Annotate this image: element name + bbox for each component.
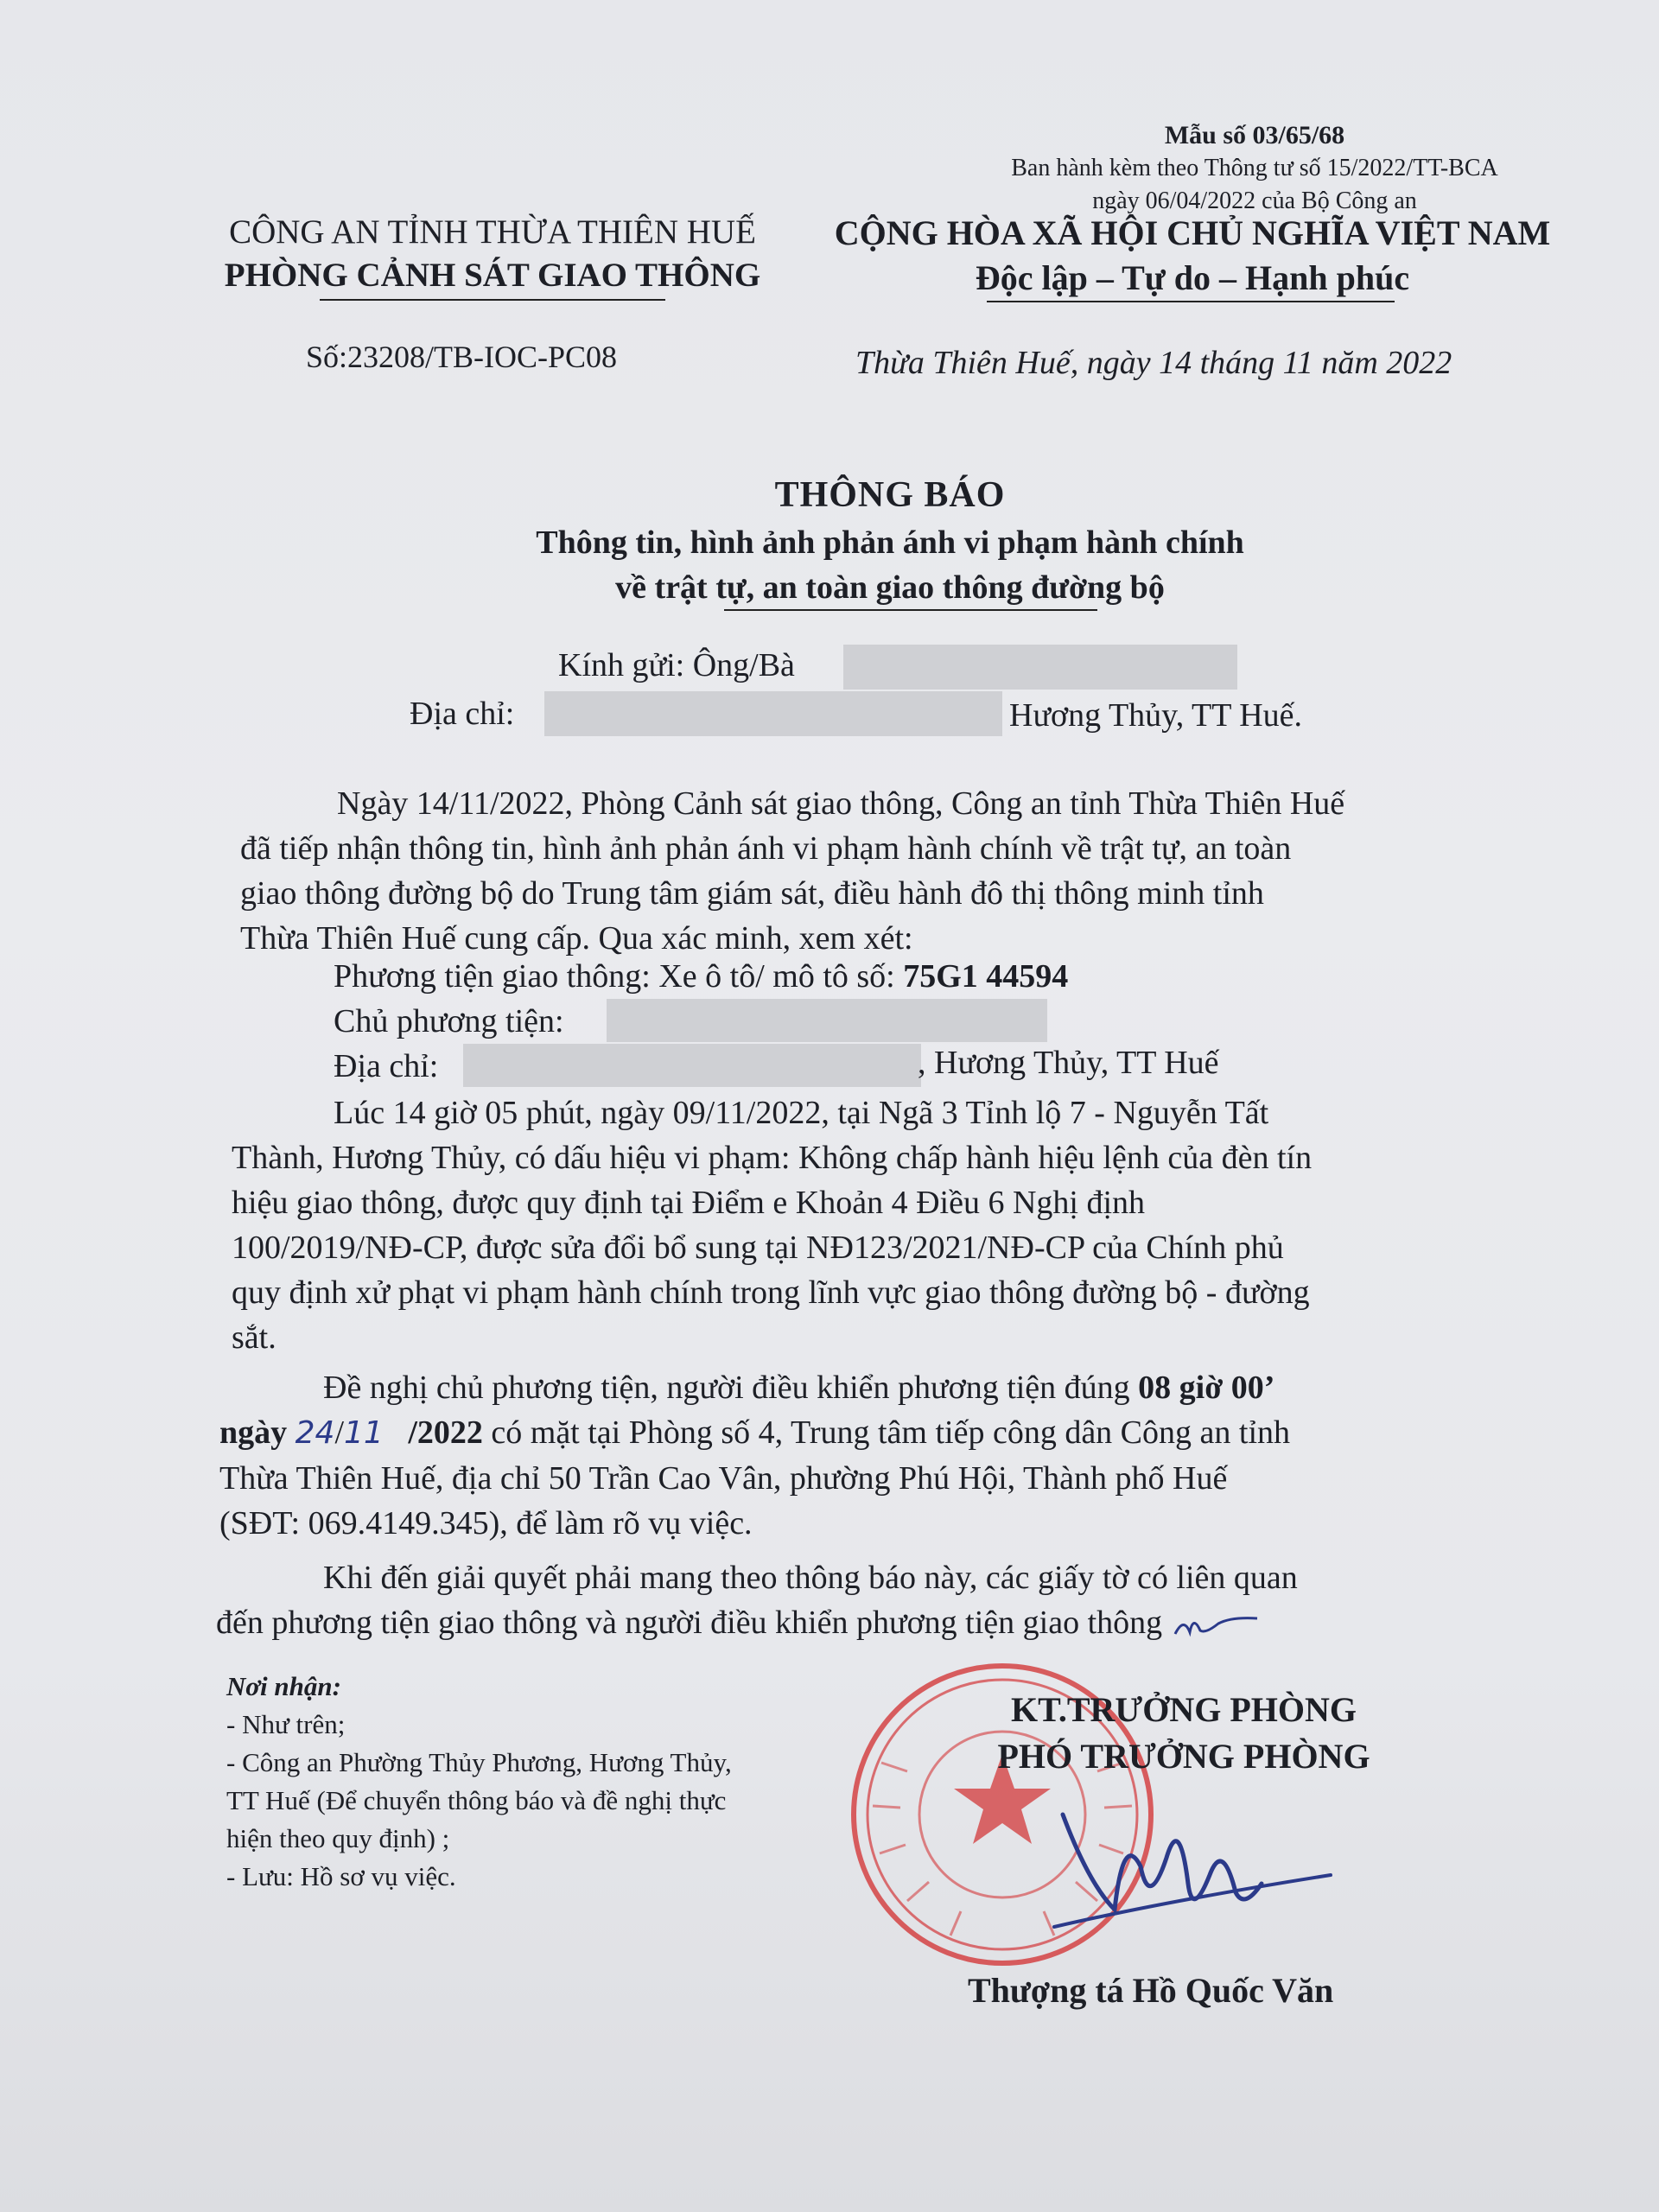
title-sub-1: Thông tin, hình ảnh phản ánh vi phạm hành chính [536, 524, 1244, 561]
redacted-owner [607, 999, 1047, 1042]
summons-time: 08 giờ 00’ [1138, 1370, 1275, 1406]
distribution-item: - Như trên; [226, 1709, 346, 1739]
violation-line: quy định xử phạt vi phạm hành chính trong lĩnh vực giao thông đường bộ - đường [232, 1274, 1310, 1311]
summons-line-1 [219, 1365, 1541, 1410]
document-title [328, 470, 1452, 610]
intro-line: Ngày 14/11/2022, Phòng Cảnh sát giao thông, Công an tỉnh Thừa Thiên Huế [337, 785, 1345, 822]
date-separator: / [334, 1414, 345, 1451]
issuer-header [199, 211, 786, 297]
license-plate: 75G1 44594 [903, 958, 1069, 995]
signature-title-line-2: PHÓ TRƯỞNG PHÒNG [997, 1737, 1370, 1776]
owner-address-tail: , Hương Thủy, TT Huế [918, 1045, 1219, 1081]
national-header [795, 211, 1590, 301]
requirements-line: Khi đến giải quyết phải mang theo thông báo này, các giấy tờ có liên quan [323, 1560, 1298, 1596]
summons-line-3: Thừa Thiên Huế, địa chỉ 50 Trần Cao Vân, phường Phú Hội, Thành phố Huế [219, 1460, 1228, 1497]
violation-line: 100/2019/NĐ-CP, được sửa đổi bổ sung tại NĐ123/2021/NĐ-CP của Chính phủ [232, 1230, 1284, 1266]
summons-day-label: ngày [219, 1414, 288, 1451]
redacted-name [843, 645, 1237, 690]
recipient-salutation: Kính gửi: Ông/Bà [558, 647, 795, 683]
signer-name: Thượng tá Hồ Quốc Văn [968, 1971, 1334, 2010]
form-issued-date: ngày 06/04/2022 của Bộ Công an [1092, 188, 1417, 214]
vehicle-label: Phương tiện giao thông: Xe ô tô/ mô tô số: [334, 958, 895, 995]
summons-year: /2022 [408, 1414, 483, 1451]
initials-mark-icon [1171, 1608, 1266, 1643]
summons-line-4: (SĐT: 069.4149.345), để làm rõ vụ việc. [219, 1505, 753, 1541]
title-sub-2: về trật tự, an toàn giao thông đường bộ [615, 569, 1165, 606]
distribution-item: - Công an Phường Thủy Phương, Hương Thủy, [226, 1747, 732, 1777]
violation-line: Thành, Hương Thủy, có dấu hiệu vi phạm: Không chấp hành hiệu lệnh của đèn tín [232, 1140, 1313, 1176]
signature-title [959, 1687, 1408, 1780]
requirements-line [216, 1600, 1538, 1645]
violation-line: Lúc 14 giờ 05 phút, ngày 09/11/2022, tại Ngã 3 Tỉnh lộ 7 - Nguyễn Tất [334, 1095, 1269, 1131]
summons-text: Đề nghị chủ phương tiện, người điều khiển phương tiện đúng [323, 1370, 1130, 1406]
issuer-line-2: PHÒNG CẢNH SÁT GIAO THÔNG [224, 257, 761, 294]
intro-line: giao thông đường bộ do Trung tâm giám sát, điều hành đô thị thông minh tỉnh [240, 875, 1264, 912]
owner-label: Chủ phương tiện: [334, 1003, 564, 1039]
paragraph-violation [232, 1090, 1536, 1360]
recipient-address-label: Địa chỉ: [410, 696, 515, 732]
vehicle-line [334, 954, 1543, 999]
title-main: THÔNG BÁO [774, 475, 1006, 515]
motto-underline [987, 301, 1395, 302]
form-issued-by: Ban hành kèm theo Thông tư số 15/2022/TT-BCA [1011, 155, 1498, 181]
form-reference [944, 119, 1566, 218]
redacted-owner-address [463, 1044, 921, 1087]
handwritten-day: 24 [295, 1415, 335, 1451]
signature-title-line-1: KT.TRƯỞNG PHÒNG [1011, 1690, 1357, 1729]
handwritten-signature-icon [1037, 1780, 1348, 1953]
paragraph-requirements [216, 1555, 1538, 1645]
paragraph-intro [240, 781, 1536, 961]
national-line-1: CỘNG HÒA XÃ HỘI CHỦ NGHĨA VIỆT NAM [834, 213, 1551, 252]
form-number: Mẫu số 03/65/68 [1164, 121, 1345, 149]
summons-line-2 [219, 1410, 1541, 1456]
distribution-item: TT Huế (Để chuyển thông báo và đề nghị thực [226, 1785, 727, 1815]
summons-location: có mặt tại Phòng số 4, Trung tâm tiếp công dân Công an tỉnh [491, 1414, 1291, 1451]
distribution-list [226, 1668, 849, 1896]
national-motto: Độc lập – Tự do – Hạnh phúc [975, 258, 1410, 297]
recipient-address-tail: Hương Thủy, TT Huế. [1009, 697, 1303, 734]
distribution-item: - Lưu: Hồ sơ vụ việc. [226, 1861, 456, 1891]
violation-line: sắt. [232, 1319, 276, 1356]
document-number: Số:23208/TB-IOC-PC08 [306, 340, 618, 374]
owner-address-label: Địa chỉ: [334, 1048, 439, 1084]
handwritten-month: 11 [344, 1415, 384, 1451]
issue-date: Thừa Thiên Huế, ngày 14 tháng 11 năm 2022 [855, 345, 1452, 381]
issuer-underline [320, 299, 665, 301]
paragraph-summons [219, 1365, 1541, 1546]
intro-line: Thừa Thiên Huế cung cấp. Qua xác minh, xem xét: [240, 920, 913, 957]
violation-line: hiệu giao thông, được quy định tại Điểm e Khoản 4 Điều 6 Nghị định [232, 1185, 1146, 1221]
distribution-item: hiện theo quy định) ; [226, 1823, 450, 1853]
intro-line: đã tiếp nhận thông tin, hình ảnh phản ánh vi phạm hành chính về trật tự, an toàn [240, 830, 1292, 867]
distribution-heading: Nơi nhận: [226, 1671, 341, 1701]
issuer-line-1: CÔNG AN TỈNH THỪA THIÊN HUẾ [229, 213, 756, 251]
requirements-text: đến phương tiện giao thông và người điều khiển phương tiện giao thông [216, 1605, 1163, 1641]
title-underline [724, 609, 1097, 611]
redacted-address [544, 691, 1002, 736]
